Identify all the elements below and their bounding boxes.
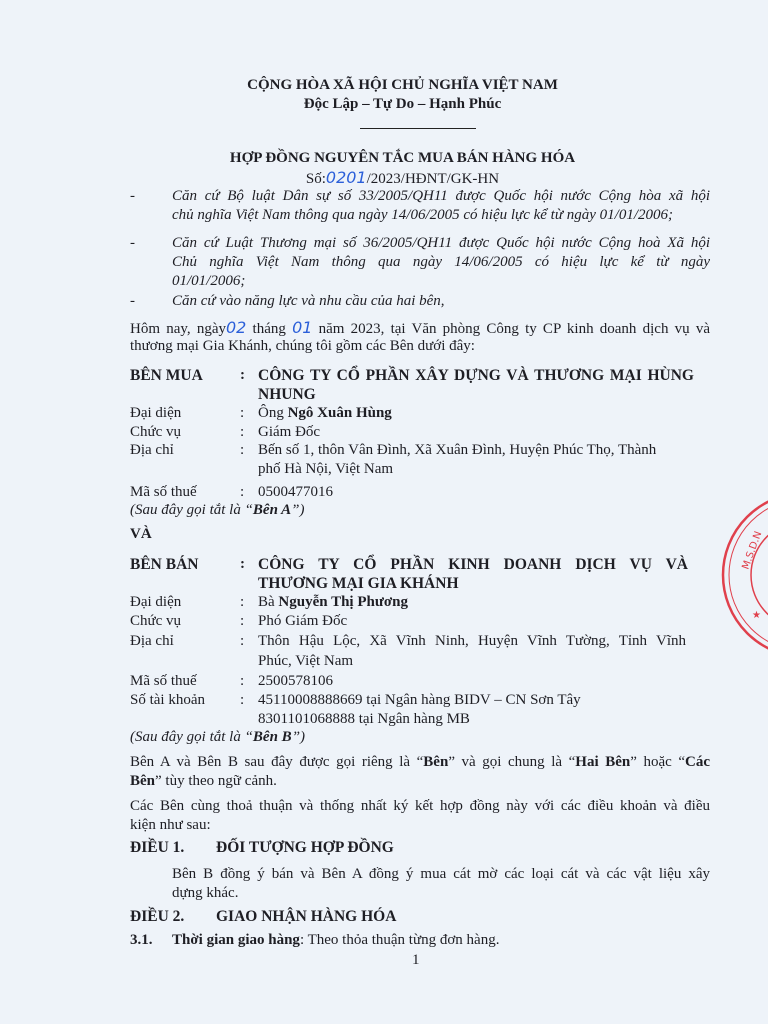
seller-account: 45110008888669 tại Ngân hàng BIDV – CN Sơn Tây (258, 692, 581, 708)
buyer-label: BÊN MUA (130, 367, 203, 384)
colon: : (240, 594, 245, 610)
seller-tax-code: 2500578106 (258, 673, 333, 689)
svg-text:M.S.D.N: M.S.D.N (740, 529, 765, 572)
bullet-dash: - (130, 188, 135, 204)
svg-text:★: ★ (752, 610, 761, 621)
divider (360, 128, 476, 129)
term: Hai Bên (575, 754, 631, 770)
colon: : (240, 673, 245, 689)
alias-text: (Sau đây gọi tắt là “ (130, 729, 253, 745)
colon: : (240, 484, 245, 500)
seller-representative (258, 593, 408, 612)
field-label: Đại diện (130, 594, 182, 610)
colon: : (240, 442, 245, 458)
field-label: Chức vụ (130, 613, 182, 629)
article-number: ĐIỀU 2. (130, 908, 185, 925)
country-heading: CỘNG HÒA XÃ HỘI CHỦ NGHĨA VIỆT NAM (247, 77, 558, 93)
company-stamp (700, 500, 768, 650)
article-body: dựng khác. (172, 885, 239, 901)
colon: : (240, 556, 245, 572)
seller-address: Thôn Hậu Lộc, Xã Vĩnh Ninh, Huyện Vĩnh Tường, Tỉnh Vĩnh (258, 633, 686, 649)
text: ” hoặc “ (630, 754, 685, 770)
colon: : (240, 405, 245, 421)
handwritten-number: 0201 (325, 168, 367, 187)
basis-line: Căn cứ Luật Thương mại số 36/2005/QH11 được Quốc hội nước Cộng hoà Xã hội (172, 235, 710, 251)
number-suffix: /2023/HĐNT/GK-HN (366, 171, 500, 187)
clause-label: Thời gian giao hàng (172, 932, 300, 948)
article-title: GIAO NHẬN HÀNG HÓA (216, 908, 397, 925)
agreement-line: kiện như sau: (130, 817, 211, 833)
definitions-line (130, 753, 710, 772)
basis-line: 01/01/2006; (172, 273, 246, 289)
basis-line: Căn cứ Bộ luật Dân sự số 33/2005/QH11 được Quốc hội nước Cộng hòa xã hội (172, 188, 710, 204)
buyer-tax-code: 0500477016 (258, 484, 333, 500)
seller-name: CÔNG TY CỔ PHẦN KINH DOANH DỊCH VỤ VÀ (258, 556, 688, 573)
alias-name: Bên A (252, 502, 292, 518)
rep-title: Bà (258, 594, 279, 610)
contract-number (0, 168, 768, 189)
rep-title: Ông (258, 405, 288, 421)
seller-label: BÊN BÁN (130, 556, 199, 573)
text: ” và gọi chung là “ (448, 754, 576, 770)
alias-text: ”) (291, 729, 306, 745)
rep-name: Nguyễn Thị Phương (278, 594, 408, 610)
basis-line: Căn cứ vào năng lực và nhu cầu của hai bên, (172, 293, 445, 309)
alias-text: (Sau đây gọi tắt là “ (130, 502, 253, 518)
field-label: Chức vụ (130, 424, 182, 440)
alias-name: Bên B (252, 729, 292, 745)
page-number: 1 (412, 952, 420, 968)
term: Bên (130, 773, 156, 789)
intro-line: thương mại Gia Khánh, chúng tôi gồm các Bên dưới đây: (130, 338, 475, 354)
buyer-representative (258, 404, 392, 423)
article-number: ĐIỀU 1. (130, 839, 185, 856)
alias-text: ”) (291, 502, 305, 518)
buyer-name: NHUNG (258, 386, 316, 403)
text: Bên A và Bên B sau đây được gọi riêng là “ (130, 754, 424, 770)
buyer-position: Giám Đốc (258, 424, 321, 440)
field-label: Mã số thuế (130, 484, 197, 500)
intro-text: năm 2023, tại Văn phòng Công ty CP kinh doanh dịch vụ và (312, 321, 711, 337)
handwritten-day: 02 (225, 318, 247, 337)
and-label: VÀ (130, 526, 152, 542)
clause-number: 3.1. (130, 932, 153, 948)
seller-alias (130, 728, 305, 747)
field-label: Đại diện (130, 405, 182, 421)
agreement-line: Các Bên cùng thoả thuận và thống nhất ký kết hợp đồng này với các điều khoản và điều (130, 798, 710, 814)
colon: : (240, 633, 245, 649)
basis-line: chủ nghĩa Việt Nam thông qua ngày 14/06/2005 có hiệu lực kể từ ngày 01/01/2006; (172, 207, 674, 223)
basis-line: Chủ nghĩa Việt Nam thông qua ngày 14/06/2005 có hiệu lực kể từ ngày (172, 254, 710, 270)
seller-address: Phúc, Việt Nam (258, 653, 354, 669)
colon: : (240, 424, 245, 440)
rep-name: Ngô Xuân Hùng (287, 405, 392, 421)
buyer-name: CÔNG TY CỔ PHẦN XÂY DỰNG VÀ THƯƠNG MẠI HÙNG (258, 367, 694, 384)
definitions-line (130, 772, 277, 791)
term: Bên (423, 754, 449, 770)
field-label: Địa chỉ (130, 633, 174, 649)
field-label: Địa chỉ (130, 442, 174, 458)
colon: : (240, 692, 245, 708)
intro-text: tháng (246, 321, 293, 337)
contract-title: HỢP ĐỒNG NGUYÊN TẮC MUA BÁN HÀNG HÓA (229, 150, 576, 166)
clause-body: : Theo thỏa thuận từng đơn hàng. (299, 932, 500, 948)
article-title: ĐỐI TƯỢNG HỢP ĐỒNG (216, 839, 394, 856)
intro-text: Hôm nay, ngày (130, 321, 226, 337)
number-prefix: Số: (305, 171, 326, 187)
term: Các (685, 754, 710, 770)
colon: : (240, 367, 245, 383)
bullet-dash: - (130, 293, 135, 309)
field-label: Mã số thuế (130, 673, 197, 689)
buyer-address: phố Hà Nội, Việt Nam (258, 461, 394, 477)
colon: : (240, 613, 245, 629)
handwritten-month: 01 (292, 318, 313, 337)
seller-account: 8301101068888 tại Ngân hàng MB (258, 711, 470, 727)
motto: Độc Lập – Tự Do – Hạnh Phúc (303, 96, 502, 112)
bullet-dash: - (130, 235, 135, 251)
clause-text (172, 931, 499, 950)
article-body: Bên B đồng ý bán và Bên A đồng ý mua cát mờ các loại cát và các vật liệu xây (172, 866, 710, 882)
buyer-alias (130, 501, 304, 520)
seller-position: Phó Giám Đốc (258, 613, 348, 629)
seller-name: THƯƠNG MẠI GIA KHÁNH (258, 575, 459, 592)
buyer-address: Bến số 1, thôn Vân Đình, Xã Xuân Đình, Huyện Phúc Thọ, Thành (258, 442, 657, 458)
field-label: Số tài khoản (130, 692, 205, 708)
intro-line (130, 318, 710, 339)
text: ” tùy theo ngữ cảnh. (155, 773, 277, 789)
